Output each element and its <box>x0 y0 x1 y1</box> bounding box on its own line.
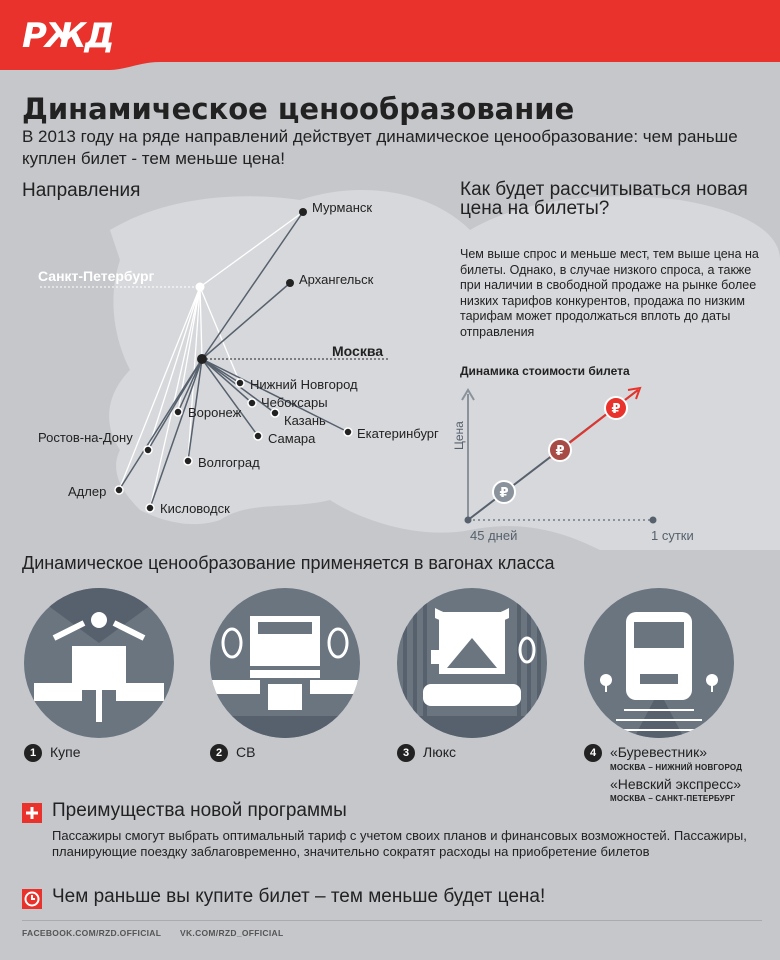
city-kislovodsk: Кисловодск <box>160 501 230 516</box>
cta-text: Чем раньше вы купите билет – тем меньше будет цена! <box>52 886 546 907</box>
class-label-lux: Люкс <box>423 744 456 760</box>
price-chart <box>440 380 720 540</box>
city-yekaterinburg: Екатеринбург <box>357 426 439 441</box>
route-nevsky: МОСКВА – САНКТ-ПЕТЕРБУРГ <box>610 794 736 803</box>
chart-x-start: 45 дней <box>470 528 518 543</box>
advantages-heading: Преимущества новой программы <box>52 800 347 821</box>
header-bar <box>0 0 780 70</box>
classes-heading: Динамическое ценообразование применяется в вагонах класса <box>22 553 555 573</box>
kupe-illustration <box>24 588 174 738</box>
city-nizhny: Нижний Новгород <box>250 377 358 392</box>
route-map <box>0 190 440 530</box>
city-arkhangelsk: Архангельск <box>299 272 374 287</box>
train-illustration <box>584 588 734 738</box>
sv-illustration <box>210 588 360 738</box>
footer-vk-link[interactable]: VK.COM/RZD_OFFICIAL <box>180 928 284 938</box>
chart-x-end: 1 сутки <box>651 528 694 543</box>
class-number-1: 1 <box>24 744 42 762</box>
page-title: Динамическое ценообразование <box>22 92 575 126</box>
footer-divider <box>22 920 762 921</box>
class-number-2: 2 <box>210 744 228 762</box>
chart-ylabel: Цена <box>452 421 466 450</box>
city-murmansk: Мурманск <box>312 200 373 215</box>
route-burevestnik: МОСКВА – НИЖНИЙ НОВГОРОД <box>610 763 743 772</box>
plus-icon <box>22 803 42 823</box>
clock-icon <box>22 889 42 909</box>
page-subtitle: В 2013 году на ряде направлений действует динамическое ценообразование: чем раньше куплен билет - тем меньше цена! <box>22 127 738 168</box>
advantages-text: Пассажиры смогут выбрать оптимальный тариф с учетом своих планов и финансовых возможностей. Пассажиры, планирующие поездку заблаговременно, значительно сократят расходы на приобретение билетов <box>52 828 747 859</box>
class-number-3: 3 <box>397 744 415 762</box>
class-label-nevsky: «Невский экспресс» <box>610 776 741 792</box>
city-spb: Санкт-Петербург <box>38 268 155 284</box>
footer-facebook-link[interactable]: FACEBOOK.COM/RZD.OFFICIAL <box>22 928 162 938</box>
class-label-sv: СВ <box>236 744 256 760</box>
class-label-kupe: Купе <box>50 744 81 760</box>
pricing-text: Чем выше спрос и меньше мест, тем выше цена на билеты. Однако, в случае низкого спроса, а также при наличии в свободной продаже на рынке более низких тарифов конкурентов, продажа по низким тарифам может продолжаться вплоть до даты отправления <box>460 247 759 339</box>
ruble-icon: ₽ <box>611 402 621 417</box>
class-label-burevestnik: «Буревестник» <box>610 744 708 760</box>
city-rostov: Ростов-на-Дону <box>38 430 133 445</box>
lux-illustration <box>397 588 547 738</box>
directions-heading: Направления <box>22 180 141 201</box>
ruble-icon: ₽ <box>555 444 565 459</box>
city-samara: Самара <box>268 431 316 446</box>
ruble-icon: ₽ <box>499 486 509 501</box>
pricing-question: Как будет рассчитываться новая цена на билеты? <box>460 179 748 219</box>
city-voronezh: Воронеж <box>188 405 242 420</box>
rzd-logo: РЖД <box>22 16 113 56</box>
class-number-4: 4 <box>584 744 602 762</box>
city-volgograd: Волгоград <box>198 455 260 470</box>
city-cheboksary: Чебоксары <box>261 395 328 410</box>
city-moscow: Москва <box>332 343 384 359</box>
city-kazan: Казань <box>284 413 326 428</box>
city-adler: Адлер <box>68 484 107 499</box>
chart-title: Динамика стоимости билета <box>460 364 630 378</box>
